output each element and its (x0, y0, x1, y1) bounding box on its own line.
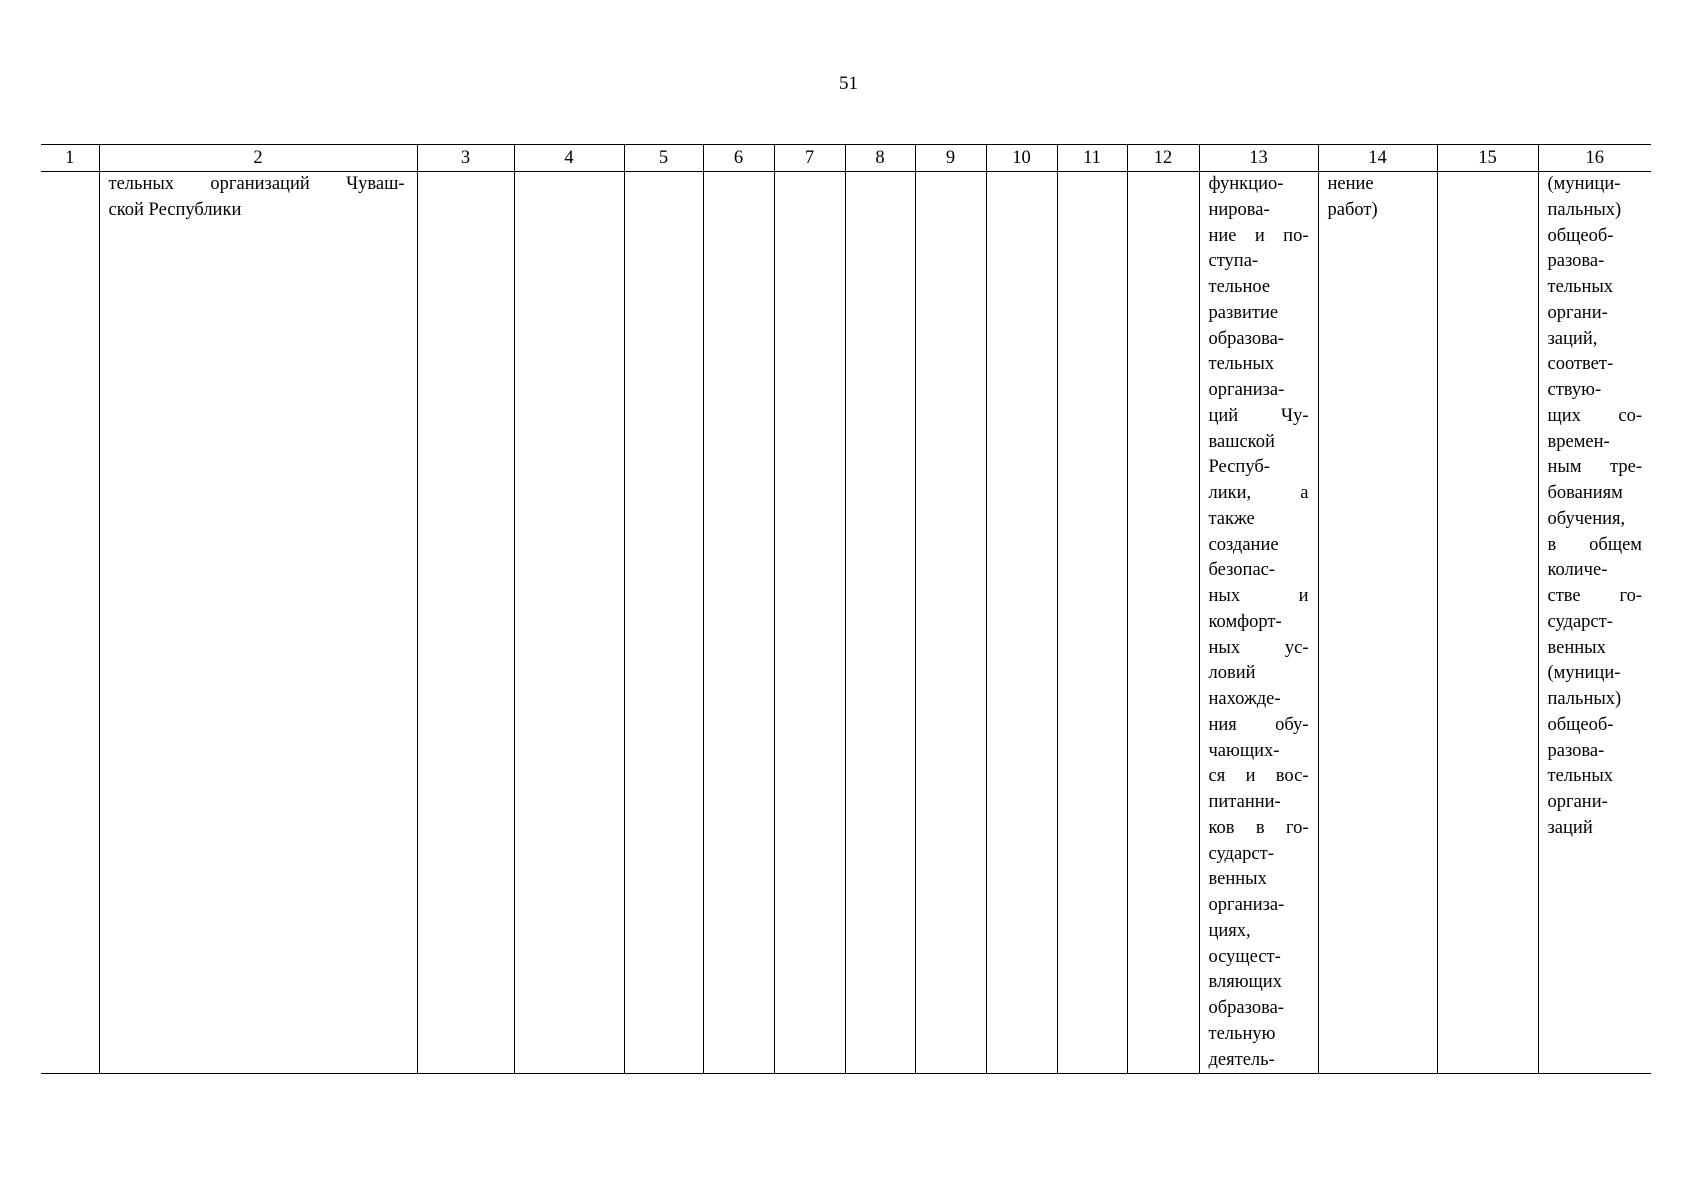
cell-line: ным тре- (1547, 457, 1642, 478)
cell-line: органи- (1547, 302, 1608, 323)
cell-line: образова- (1208, 328, 1284, 349)
cell-line: количе- (1547, 560, 1608, 581)
cell-col-2 (99, 172, 417, 1074)
cell-col-9 (915, 172, 986, 1074)
cell-line: также (1208, 508, 1255, 529)
cell-line: стве го- (1547, 586, 1642, 606)
cell-line: образова- (1208, 998, 1284, 1018)
col-header-3: 3 (417, 145, 514, 172)
cell-line: ния обу- (1208, 714, 1309, 735)
cell-line: бованиям (1547, 483, 1623, 503)
col-header-2: 2 (99, 145, 417, 172)
cell-line: венных (1547, 637, 1606, 658)
cell-line: тельных (1547, 766, 1614, 787)
cell-line: тельных организаций Чуваш- (108, 174, 405, 194)
cell-line: (муници- (1547, 174, 1621, 194)
cell-col-3 (417, 172, 514, 1074)
cell-line: пальных) (1547, 199, 1622, 220)
cell-col-6 (703, 172, 774, 1074)
cell-line: тельную (1208, 1023, 1276, 1044)
cell-line: тельных (1547, 277, 1614, 297)
cell-line: (муници- (1547, 663, 1621, 684)
cell-line: заций (1547, 817, 1593, 838)
cell-line: общеоб- (1547, 714, 1614, 735)
cell-line: тельных (1208, 354, 1275, 375)
cell-col-5 (624, 172, 703, 1074)
cell-col-8 (845, 172, 915, 1074)
col-header-11: 11 (1057, 145, 1127, 172)
col-header-5: 5 (624, 145, 703, 172)
page-number: 51 (839, 73, 858, 94)
cell-line: ние и по- (1208, 225, 1309, 246)
cell-line: вашской (1208, 431, 1275, 452)
cell-col-16-text (1548, 172, 1643, 842)
col-header-8: 8 (845, 145, 915, 172)
cell-line: осущест- (1208, 946, 1281, 967)
cell-col-7 (774, 172, 845, 1074)
cell-line: комфорт- (1208, 611, 1282, 632)
col-header-9: 9 (915, 145, 986, 172)
cell-line: нахожде- (1208, 689, 1281, 709)
cell-line: ся и вос- (1208, 766, 1309, 787)
cell-line: функцио- (1208, 174, 1284, 194)
col-header-16: 16 (1538, 145, 1651, 172)
col-header-13: 13 (1199, 145, 1318, 172)
col-header-4: 4 (514, 145, 624, 172)
col-header-1: 1 (41, 145, 99, 172)
cell-line: обучения, (1547, 508, 1626, 529)
col-header-6: 6 (703, 145, 774, 172)
cell-line: организа- (1208, 895, 1285, 915)
cell-line: вляющих (1208, 972, 1282, 993)
cell-col-14 (1318, 172, 1437, 1074)
cell-line: нирова- (1208, 199, 1270, 220)
cell-line: соответ- (1547, 354, 1614, 375)
data-table (41, 144, 1651, 1074)
col-header-10: 10 (986, 145, 1057, 172)
cell-col-1 (41, 172, 99, 1074)
col-header-15: 15 (1437, 145, 1538, 172)
cell-col-14-text (1328, 172, 1428, 224)
cell-line: деятель- (1208, 1049, 1275, 1070)
cell-line: ций Чу- (1208, 405, 1309, 426)
cell-line: ступа- (1208, 251, 1259, 272)
cell-line: венных (1208, 869, 1267, 890)
col-header-7: 7 (774, 145, 845, 172)
cell-line: органи- (1547, 792, 1608, 812)
cell-line: циях, (1208, 920, 1251, 941)
cell-line: времен- (1547, 431, 1610, 452)
cell-line: безопас- (1208, 560, 1276, 581)
cell-line: нение (1327, 174, 1374, 194)
cell-col-16 (1538, 172, 1651, 1074)
cell-line: общеоб- (1547, 225, 1614, 246)
cell-line: развитие (1208, 302, 1279, 323)
cell-col-12 (1127, 172, 1199, 1074)
cell-line: сударст- (1547, 611, 1613, 632)
cell-line: чающих- (1208, 740, 1280, 761)
cell-line: сударст- (1208, 843, 1274, 864)
cell-line: питанни- (1208, 792, 1281, 812)
cell-line: ской Республики (108, 199, 242, 220)
col-header-14: 14 (1318, 145, 1437, 172)
cell-col-10 (986, 172, 1057, 1074)
cell-line: создание (1208, 534, 1279, 555)
cell-col-11 (1057, 172, 1127, 1074)
cell-line: щих со- (1547, 405, 1642, 426)
cell-line: ных и (1208, 586, 1309, 606)
cell-col-13-text (1209, 172, 1309, 1073)
cell-line: ков в го- (1208, 817, 1309, 838)
cell-line: ных ус- (1208, 637, 1309, 658)
cell-col-15 (1437, 172, 1538, 1074)
cell-line: лики, а (1208, 483, 1309, 503)
cell-line: пальных) (1547, 689, 1622, 709)
cell-col-2-text (109, 172, 405, 224)
cell-line: работ) (1327, 199, 1378, 220)
col-header-12: 12 (1127, 145, 1199, 172)
cell-line: заций, (1547, 328, 1598, 349)
cell-line: организа- (1208, 380, 1285, 400)
cell-line: Респуб- (1208, 457, 1270, 478)
table-row (41, 172, 1651, 1074)
cell-line: ствую- (1547, 380, 1602, 400)
cell-col-4 (514, 172, 624, 1074)
cell-line: в общем (1547, 534, 1642, 555)
cell-line: разова- (1547, 251, 1605, 272)
cell-line: разова- (1547, 740, 1605, 761)
cell-line: тельное (1208, 277, 1271, 297)
cell-col-13 (1199, 172, 1318, 1074)
cell-line: ловий (1208, 663, 1256, 684)
header-row (41, 145, 1651, 172)
